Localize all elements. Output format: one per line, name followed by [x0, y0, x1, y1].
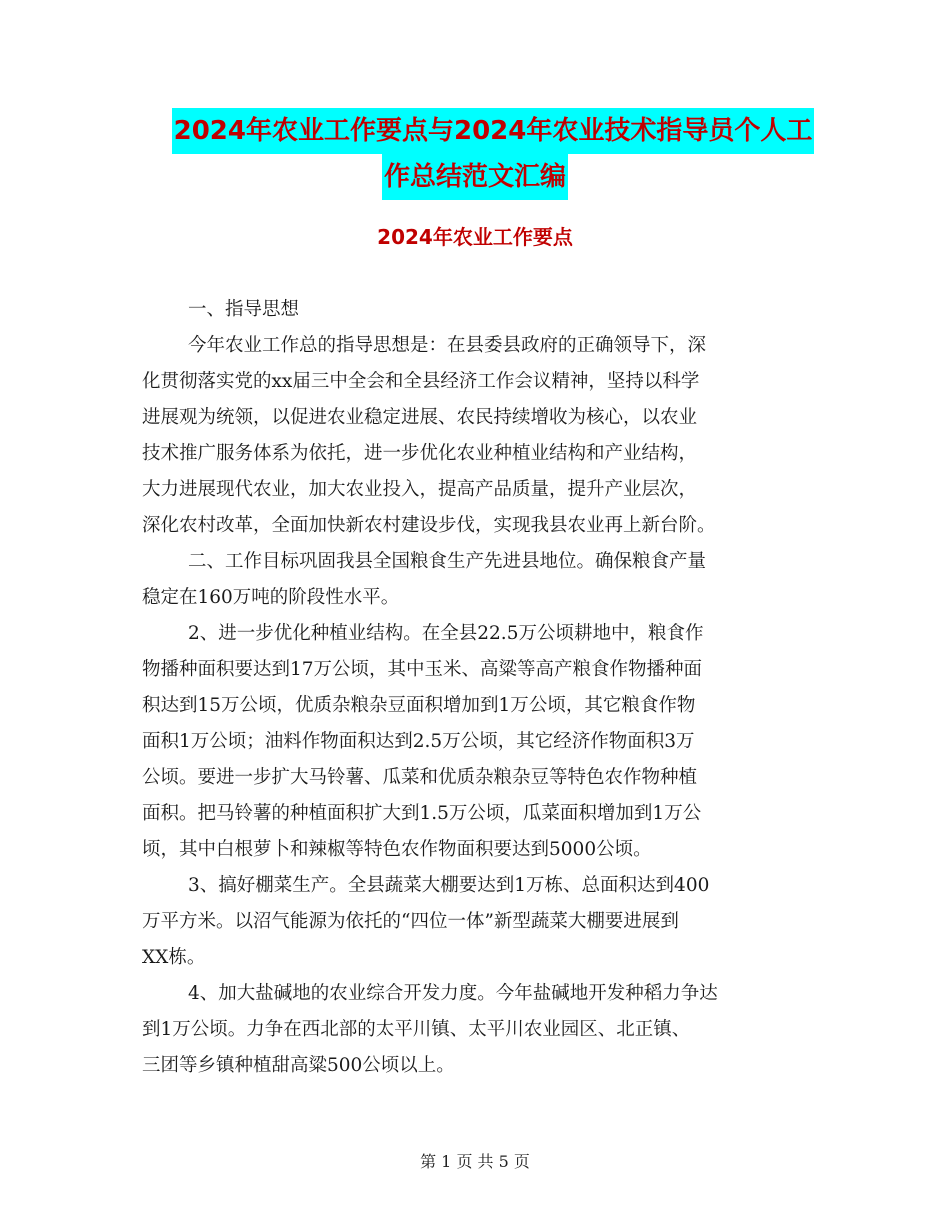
paragraph-line: 顷，其中白根萝卜和辣椒等特色农作物面积要达到5000公顷。	[142, 839, 652, 860]
paragraph-line: 面积。把马铃薯的种植面积扩大到1.5万公顷，瓜菜面积增加到1万公	[142, 803, 702, 824]
paragraph-line: 积达到15万公顷，优质杂粮杂豆面积增加到1万公顷，其它粮食作物	[142, 695, 696, 716]
paragraph-line: 进展观为统领，以促进农业稳定进展、农民持续增收为核心，以农业	[142, 407, 698, 428]
title-line-2: 作总结范文汇编	[382, 154, 568, 200]
paragraph-line: 技术推广服务体系为依托，进一步优化农业种植业结构和产业结构，	[142, 443, 698, 464]
paragraph-line: 3、搞好棚菜生产。全县蔬菜大棚要达到1万栋、总面积达到400	[188, 875, 710, 896]
paragraph-line: 化贯彻落实党的xx届三中全会和全县经济工作会议精神，坚持以科学	[142, 371, 700, 392]
paragraph-line: 万平方米。以沼气能源为依托的“四位一体”新型蔬菜大棚要进展到	[142, 911, 679, 932]
section-heading: 2024年农业工作要点	[377, 225, 573, 249]
paragraph-line: 到1万公顷。力争在西北部的太平川镇、太平川农业园区、北正镇、	[142, 1019, 691, 1040]
paragraph-line: 今年农业工作总的指导思想是：在县委县政府的正确领导下，深	[188, 335, 707, 356]
paragraph-line: 物播种面积要达到17万公顷，其中玉米、高粱等高产粮食作物播种面	[142, 659, 703, 680]
paragraph-line: 深化农村改革，全面加快新农村建设步伐，实现我县农业再上新台阶。	[142, 515, 716, 536]
document-title	[0, 108, 950, 200]
document-body	[142, 292, 802, 1084]
paragraph-line: 二、工作目标巩固我县全国粮食生产先进县地位。确保粮食产量	[188, 551, 707, 572]
paragraph-line: 大力进展现代农业，加大农业投入，提高产品质量，提升产业层次，	[142, 479, 698, 500]
title-line-1: 2024年农业工作要点与2024年农业技术指导员个人工	[172, 108, 815, 154]
heading-guiding-thought: 一、指导思想	[188, 299, 300, 320]
paragraph-line: 稳定在160万吨的阶段性水平。	[142, 587, 400, 608]
paragraph-line: 2、进一步优化种植业结构。在全县22.5万公顷耕地中，粮食作	[188, 623, 704, 644]
paragraph-line: XX栋。	[142, 947, 206, 968]
paragraph-line: 面积1万公顷；油料作物面积达到2.5万公顷，其它经济作物面积3万	[142, 731, 695, 752]
paragraph-line: 4、加大盐碱地的农业综合开发力度。今年盐碱地开发种稻力争达	[188, 983, 718, 1004]
page-number: 第 1 页 共 5 页	[420, 1152, 530, 1171]
paragraph-line: 公顷。要进一步扩大马铃薯、瓜菜和优质杂粮杂豆等特色农作物种植	[142, 767, 698, 788]
paragraph-line: 三团等乡镇种植甜高粱500公顷以上。	[142, 1055, 455, 1076]
